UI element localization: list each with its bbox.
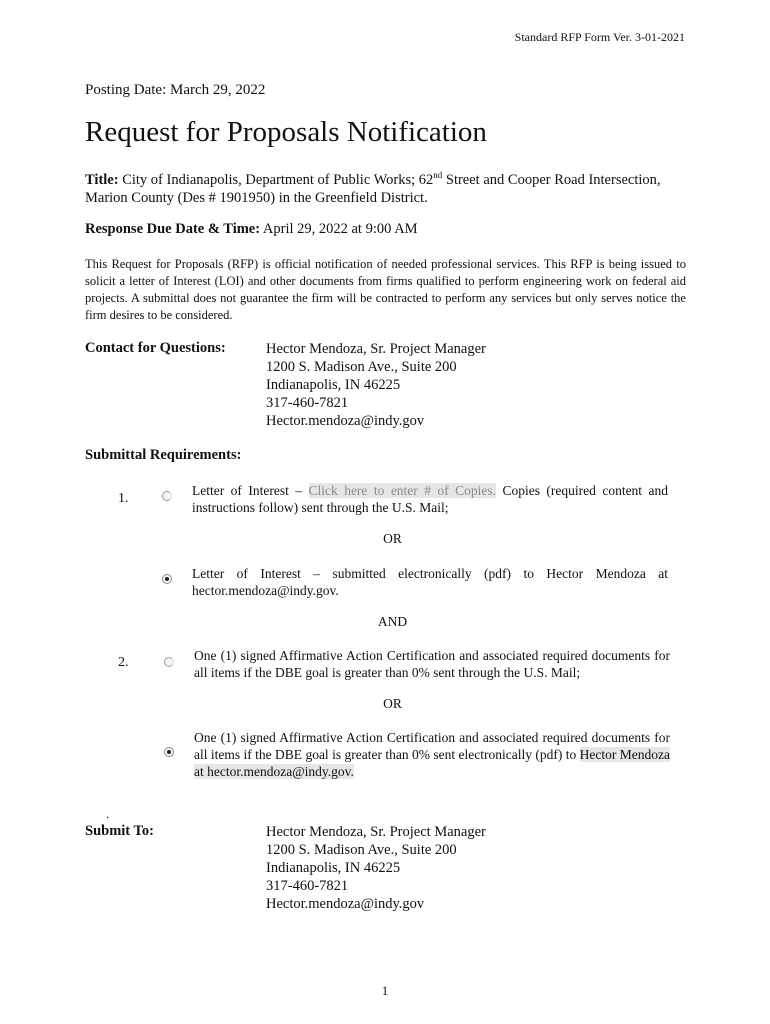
item1-option-b: Letter of Interest – submitted electronically (pdf) to Hector Mendoza at hector.mendoza@indy.gov. (192, 566, 668, 598)
title-text-part1: City of Indianapolis, Department of Public Works; 62 (118, 171, 434, 188)
item2-number: 2. (118, 655, 129, 670)
page-number: 1 (381, 983, 389, 998)
title-superscript: nd (433, 170, 443, 180)
item1-option-b-radio[interactable] (162, 574, 172, 584)
item1-number: 1. (118, 491, 129, 506)
posting-date: Posting Date: March 29, 2022 (85, 82, 266, 98)
stray-dot: . (106, 806, 110, 821)
project-title (85, 166, 686, 207)
and-separator: AND (377, 614, 408, 629)
submit-to-address2: Indianapolis, IN 46225 (266, 860, 401, 876)
title-text-part2: Street and Cooper Road Intersection, Marion County (Des # 1901950) in the Greenfield District. (85, 171, 661, 206)
contact-phone: 317-460-7821 (266, 395, 349, 411)
item2-option-a-radio[interactable] (164, 657, 174, 667)
contact-email[interactable]: Hector.mendoza@indy.gov (266, 413, 425, 429)
contact-label: Contact for Questions: (85, 340, 226, 356)
submit-to-address (266, 823, 486, 913)
item1-option-a (192, 482, 668, 516)
item2-option-b-radio[interactable] (164, 747, 174, 757)
item2-option-a: One (1) signed Affirmative Action Certification and associated required documents for all items if the DBE goal is greater than 0% sent through the U.S. Mail; (194, 648, 670, 680)
item1-option-a-suffix: Copies (required content and instructions follow) sent through the U.S. Mail; (192, 483, 669, 515)
submit-to-label: Submit To: (85, 823, 154, 839)
item2-option-b-prefix: One (1) signed Affirmative Action Certification and associated required documents for all items if the DBE goal is greater than 0% sent electronically (pdf) to (194, 730, 670, 762)
item1-option-a-prefix: Letter of Interest – (192, 483, 309, 498)
item1-option-a-radio[interactable] (162, 491, 172, 501)
form-version: Standard RFP Form Ver. 3-01-2021 (514, 30, 685, 44)
copies-input[interactable]: Click here to enter # of Copies. (308, 483, 497, 498)
contact-name: Hector Mendoza, Sr. Project Manager (266, 341, 486, 357)
intro-paragraph: This Request for Proposals (RFP) is official notification of needed professional services. This RFP is being issued to solicit a letter of Interest (LOI) and other documents from firms qualified to perform engineering work on federal aid projects. A submittal does not guarantee the firm will be contracted to perform any services but only serves notice the firm desires to be considered. (85, 257, 686, 322)
contact-address (266, 340, 486, 430)
response-due-value: April 29, 2022 at 9:00 AM (260, 221, 418, 237)
item2-option-b (194, 729, 670, 780)
submit-to-name: Hector Mendoza, Sr. Project Manager (266, 824, 486, 840)
title-label: Title: (85, 171, 119, 188)
submit-to-address1: 1200 S. Madison Ave., Suite 200 (266, 842, 457, 858)
submittal-label: Submittal Requirements: (85, 447, 242, 463)
page-title: Request for Proposals Notification (85, 116, 487, 148)
contact-address2: Indianapolis, IN 46225 (266, 377, 401, 393)
submit-to-email[interactable]: Hector.mendoza@indy.gov (266, 896, 425, 912)
item1-or: OR (383, 531, 402, 546)
submit-to-phone: 317-460-7821 (266, 878, 349, 894)
contact-address1: 1200 S. Madison Ave., Suite 200 (266, 359, 457, 375)
response-due (85, 221, 418, 238)
response-due-label: Response Due Date & Time: (85, 221, 261, 237)
item2-or: OR (383, 696, 402, 711)
item2-option-b-highlight: Hector Mendoza at hector.mendoza@indy.gov. (194, 747, 670, 779)
